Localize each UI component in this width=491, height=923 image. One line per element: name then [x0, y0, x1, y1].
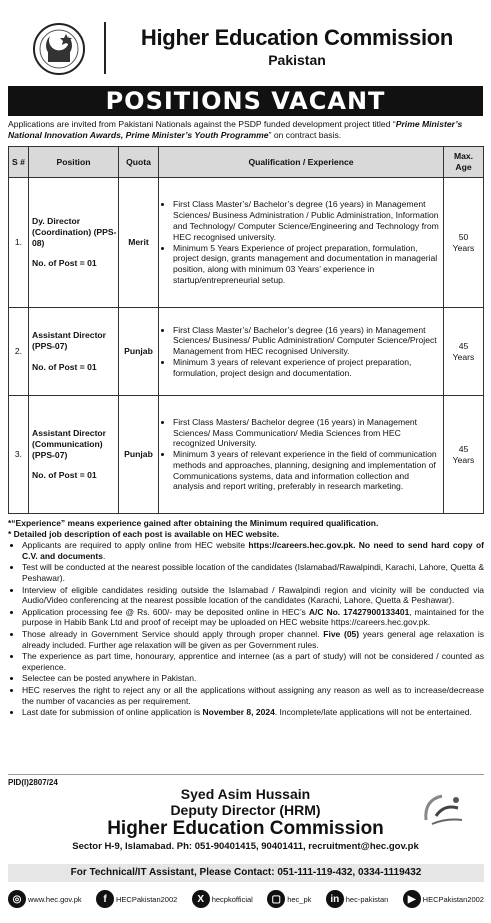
note-text: Those already in Government Service should apply through proper channel. — [22, 628, 324, 639]
linkedin-icon: in — [326, 890, 344, 908]
intro-paragraph — [8, 119, 484, 141]
social-item-x[interactable] — [192, 890, 253, 908]
experience-note: *“Experience” means experience gained after obtaining the Minimum required qualification. — [8, 518, 379, 528]
header — [0, 0, 491, 84]
note-text: Test will be conducted at the nearest possible location of the candidates (Islamabad/Rawalpindi, Karachi, Lahore, Quetta & Peshawar). — [22, 562, 484, 583]
list-item — [22, 707, 484, 718]
job-description-note: * Detailed job description of each post is available on HEC website. — [8, 528, 280, 539]
social-label: www.hec.gov.pk — [28, 894, 82, 904]
note-text: . Incomplete/late applications will not be entertained. — [274, 707, 472, 718]
age-unit: Years — [452, 351, 475, 362]
age-number: 45 — [458, 443, 469, 454]
row-sno: 3. — [9, 396, 29, 514]
age-unit: Years — [452, 454, 475, 465]
qualification-item: • First Class Masters/ Bachelor degree (16 years) in Management Sciences/ Mass Communication/ Media Sciences from HEC recognized University. — [173, 417, 440, 449]
note-text: The experience as part time, honourary, apprentice and internee (as a part of study) will not be considered / counted as experience. — [22, 651, 484, 672]
instructions-list — [8, 540, 484, 718]
list-item — [22, 540, 484, 561]
col-header-position: Position — [29, 147, 119, 178]
signatory-name: Syed Asim Hussain — [180, 786, 311, 802]
row-position — [29, 396, 119, 514]
qualification-item: • Minimum 3 years of relevant experience of project preparation, formulation, project design and documentation. — [173, 357, 440, 379]
qualification-item: • Minimum 3 years of relevant experience in the field of communication methods and approaches, planning, designing and implementation of Communications systems, data and information collection and analysis and report writing, preferably in research marketing. — [173, 449, 440, 492]
intro-pre: Applications are invited from Pakistani Nationals against the PSDP funded development project titled “ — [8, 119, 396, 129]
social-item-facebook[interactable] — [96, 890, 177, 908]
note-text: Applicants are required to apply online from HEC website — [22, 540, 249, 551]
positions-table — [8, 146, 484, 514]
intro-post: ” on contract basis. — [268, 130, 342, 140]
note-bold: A/C No. 17427900133401 — [308, 606, 410, 617]
youtube-icon: ▶ — [403, 890, 421, 908]
col-header-quota: Quota — [119, 147, 159, 178]
row-position — [29, 178, 119, 308]
note-bold: https://careers.hec.gov.pk. No need to send hard copy of C.V. and documents — [22, 540, 484, 561]
facebook-icon: f — [96, 890, 114, 908]
list-item — [22, 562, 484, 583]
note-text: Interview of eligible candidates residing outside the Islamabad / Rawalpindi region and vicinity will be conducted via Audio/Video conferencing at the nearest possible location of the candidates (Karachi, Lahore, Quetta & Peshawar). — [22, 584, 484, 606]
signature-block — [0, 786, 491, 854]
social-item-website[interactable] — [8, 890, 82, 908]
note-text: , maintained for the purpose in Habib Bank Ltd and proof of receipt may be uploaded on HEC website https://careers.hec.gov.pk. — [22, 606, 484, 628]
note-text: years general age relaxation is already included. Further age relaxation will be given as per Government rules. — [22, 628, 484, 650]
table-row — [9, 308, 484, 396]
social-links-bar — [8, 888, 484, 910]
social-label: hecpkofficial — [211, 894, 253, 904]
qualification-item: • First Class Master’s/ Bachelor’s degree (16 years) in Management Sciences/ Business Administration / Public Administration, Information and Technology/ Computer Science/Engineering and Technology from HEC recognised university. — [173, 199, 440, 242]
signature-divider — [8, 774, 484, 775]
qualification-item: • First Class Master’s/ Bachelor’s degree (16 years) in Management Sciences/ Business/ Public Administration/ Computer Science/Project Management from HEC recognised University. — [173, 325, 440, 357]
social-item-linkedin[interactable] — [326, 890, 389, 908]
row-quota: Punjab — [119, 308, 159, 396]
note-bold: Five (05) — [323, 628, 360, 639]
social-item-youtube[interactable] — [403, 890, 484, 908]
list-item — [22, 607, 484, 628]
row-qualification — [159, 178, 444, 308]
signatory-title: Deputy Director (HRM) — [170, 802, 321, 818]
emblem-stamp-icon — [420, 790, 466, 830]
country-subtitle: Pakistan — [268, 52, 326, 68]
list-item — [22, 651, 484, 672]
row-sno: 1. — [9, 178, 29, 308]
note-text: Last date for submission of online application is — [22, 707, 203, 718]
row-qualification — [159, 396, 444, 514]
row-max-age — [444, 396, 484, 514]
social-label: hec_pk — [287, 894, 312, 904]
globe-icon: ◎ — [8, 890, 26, 908]
positions-vacant-banner: POSITIONS VACANT — [8, 86, 483, 116]
position-title: Assistant Director (PPS-07) — [32, 330, 107, 352]
note-text: HEC reserves the right to reject any or all the applications without assigning any reason as well as to increase/decrease the number of vacancies as per requirement. — [22, 684, 484, 706]
age-unit: Years — [452, 242, 475, 253]
position-posts: No. of Post = 01 — [32, 258, 97, 269]
technical-contact-bar: For Technical/IT Assistant, Please Contact: 051-111-119-432, 0334-1119432 — [8, 864, 484, 882]
pid-number: PID(I)2807/24 — [8, 778, 58, 787]
note-bold: November 8, 2024 — [202, 707, 275, 718]
social-label: hec-pakistan — [345, 894, 389, 904]
social-label: HECPakistan2002 — [116, 894, 178, 904]
table-row — [9, 396, 484, 514]
row-max-age — [444, 178, 484, 308]
position-posts: No. of Post = 01 — [32, 361, 97, 372]
list-item — [22, 685, 484, 706]
row-quota: Punjab — [119, 396, 159, 514]
table-header-row — [9, 147, 484, 178]
row-sno: 2. — [9, 308, 29, 396]
intro-project: Prime Minister’s National Innovation Awards, Prime Minister’s Youth Programme — [8, 119, 463, 140]
signatory-org: Higher Education Commission — [107, 818, 384, 839]
position-posts: No. of Post = 01 — [32, 470, 97, 481]
org-title: Higher Education Commission — [140, 25, 454, 50]
list-item — [22, 673, 484, 684]
row-max-age — [444, 308, 484, 396]
row-qualification — [159, 308, 444, 396]
header-divider — [104, 22, 106, 74]
note-text: Selectee can be posted anywhere in Pakistan. — [22, 673, 197, 684]
note-text: . — [102, 550, 106, 561]
note-text: Application processing fee @ Rs. 600/- may be deposited online in HEC’s — [22, 606, 309, 617]
signatory-address: Sector H-9, Islamabad. Ph: 051-90401415, 90401411, recruitment@hec.gov.pk — [72, 841, 419, 852]
instagram-icon: ▢ — [267, 890, 285, 908]
table-row — [9, 178, 484, 308]
row-quota: Merit — [119, 178, 159, 308]
notes-section — [8, 518, 484, 719]
age-number: 45 — [458, 340, 469, 351]
qualification-item: • Minimum 5 Years Experience of project preparation, formulation, project design, grants management and documentation in managerial position, along with minimum 03 Years’ experience in startup/entrepreneurial setup. — [173, 243, 440, 286]
x-icon: X — [192, 890, 210, 908]
position-title: Dy. Director (Coordination) (PPS-08) — [32, 215, 117, 248]
hec-logo-icon — [32, 22, 86, 76]
col-header-max-age: Max. Age — [444, 147, 484, 178]
age-number: 50 — [458, 231, 469, 242]
row-position — [29, 308, 119, 396]
social-item-instagram[interactable] — [267, 890, 311, 908]
list-item — [22, 629, 484, 650]
col-header-qualification: Qualification / Experience — [159, 147, 444, 178]
col-header-sno: S # — [9, 147, 29, 178]
position-title: Assistant Director (Communication) (PPS-07) — [32, 427, 107, 460]
list-item — [22, 585, 484, 606]
social-label: HECPakistan2002 — [422, 894, 484, 904]
